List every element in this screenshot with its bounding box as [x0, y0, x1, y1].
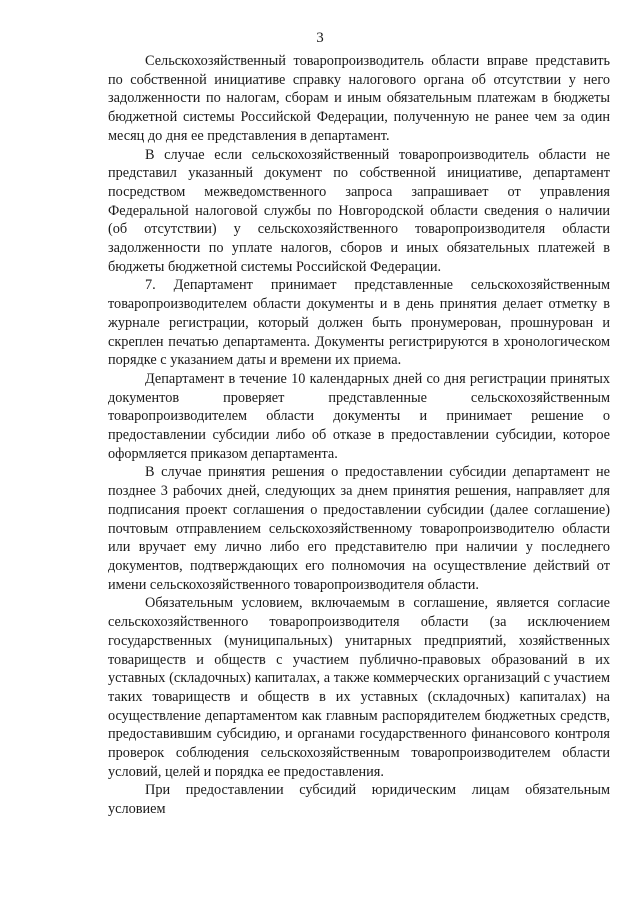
paragraph: Департамент в течение 10 календарных дней со дня регистрации принятых документов проверяет представленные сельскохозяйственным товаропроизводителем области документы и принимает решение о предоставлении субсидии либо об отказе в предоставлении субсидии, которое оформляется приказом департамента. [108, 370, 610, 462]
paragraph: В случае если сельскохозяйственный товаропроизводитель области не представил указанный документ по собственной инициативе, департамент посредством межведомственного запроса запрашивает от управления Федеральной налоговой службы по Новгородской области сведения о наличии (об отсутствии) у сельскохозяйственного товаропроизводителя области задолженности по уплате налогов, сборов и иных обязательных платежей в бюджеты бюджетной системы Российской Федерации. [108, 146, 610, 275]
paragraph: При предоставлении субсидий юридическим лицам обязательным условием [108, 782, 610, 818]
document-body [108, 52, 610, 819]
paragraph: Обязательным условием, включаемым в соглашение, является согласие сельскохозяйственного товаропроизводителя области (за исключением государственных (муниципальных) унитарных предприятий, хозяйственных товариществ и обществ с участием публично-правовых образований в их уставных (складочных) капиталах, а также коммерческих организаций с участием таких товариществ и обществ в их уставных (складочных) капиталах) на осуществление департаментом как главным распорядителем бюджетных средств, предоставившим субсидию, и органами государственного финансового контроля проверок соблюдения сельскохозяйственным товаропроизводителем области условий, целей и порядка ее предоставления. [108, 595, 610, 780]
paragraph: В случае принятия решения о предоставлении субсидии департамент не позднее 3 рабочих дней, следующих за днем принятия решения, направляет для подписания проект соглашения о предоставлении субсидии (далее соглашение) почтовым отправлением сельскохозяйственному товаропроизводителю области или вручает ему лично либо его представителю при наличии у последнего документов, подтверждающих его полномочия на осуществление действий от имени сельскохозяйственного товаропроизводителя области. [108, 464, 610, 593]
paragraph: 7. Департамент принимает представленные сельскохозяйственным товаропроизводителем области документы и в день принятия делает отметку в журнале регистрации, который должен быть пронумерован, прошнурован и скреплен печатью департамента. Документы регистрируются в хронологическом порядке с указанием даты и времени их приема. [108, 277, 610, 369]
paragraph: Сельскохозяйственный товаропроизводитель области вправе представить по собственной инициативе справку налогового органа об отсутствии у него задолженности по налогам, сборам и иным обязательным платежам в бюджеты бюджетной системы Российской Федерации, полученную не ранее чем за один месяц до дня ее представления в департамент. [108, 53, 610, 144]
page-number: 3 [316, 30, 324, 46]
